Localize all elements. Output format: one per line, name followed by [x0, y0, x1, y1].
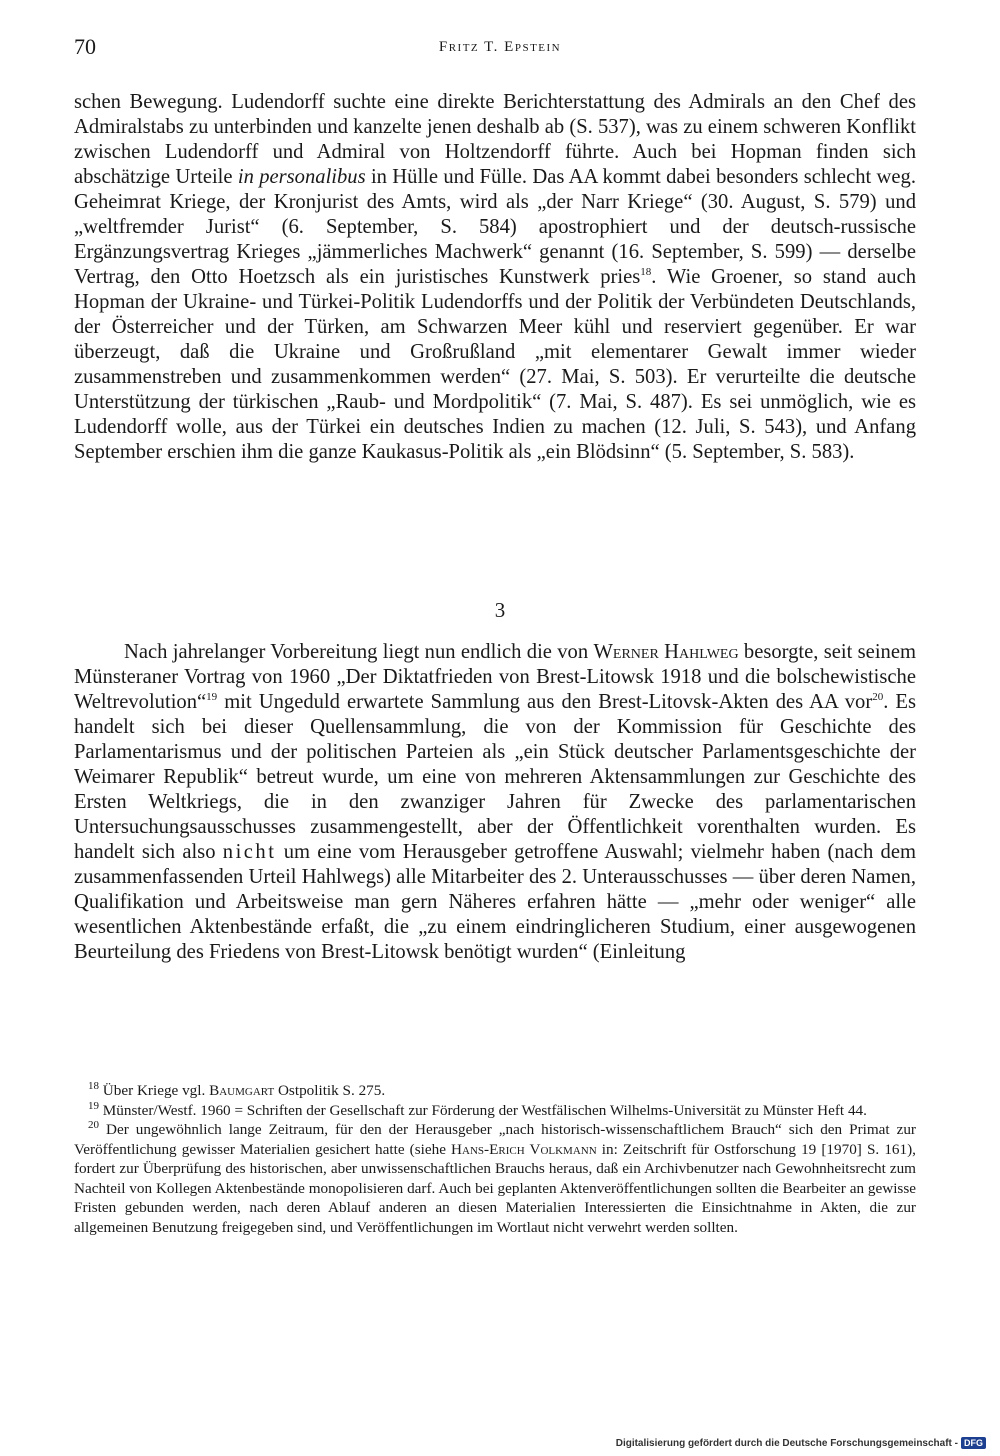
footnote-ref-19[interactable]: 19	[206, 691, 218, 704]
footnote-marker: 20	[88, 1118, 99, 1131]
footnotes	[74, 1081, 916, 1237]
text-run: . Wie Groener, so stand auch Hopman der Ukraine- und Türkei-Politik Ludendorffs und der Politik der Verbündeten Deutschlands, der Österreicher und der Türken, am Schwarzen Meer kühl und reserviert gegenüber. Er war überzeugt, daß die Ukraine und Großrußland „mit elementarer Gewalt immer wieder zusammenstreben und zusammenkommen werden“ (27. Mai, S. 503). Er verurteilte die deutsche Unterstützung der türkischen „Raub- und Mordpolitik“ (7. Mai, S. 487). Es sei unmöglich, wie es Ludendorff wolle, aus der Türkei ein deutsches Indien zu machen (12. Juli, S. 543), und Anfang September erschien ihm die ganze Kaukasus-Politik als „ein Blödsinn“ (5. September, S. 583).	[74, 266, 917, 463]
author-name: Baumgart	[209, 1082, 275, 1099]
text-run: mit Ungeduld erwartete Sammlung aus den Brest-Litovsk-Akten des AA vor	[217, 691, 873, 713]
footnote-20	[74, 1120, 916, 1237]
footnote-text: Münster/Westf. 1960 = Schriften der Gesellschaft zur Förderung der Westfälischen Wilhelms-Universität zu Münster Heft 44.	[99, 1101, 867, 1119]
credit-text: Digitalisierung gefördert durch die Deutsche Forschungsgemeinschaft -	[615, 1437, 958, 1449]
text-run: Nach jahrelanger Vorbereitung liegt nun endlich die von	[124, 641, 594, 663]
page-number: 70	[74, 34, 96, 59]
footnote-marker: 19	[88, 1099, 99, 1112]
text-run: besorgte, seit seinem Münsteraner Vortrag von 1960 „Der Diktatfrieden von Brest-Litowsk 1918 und die bolschewistische Weltrevolution“	[74, 641, 916, 713]
text-run: . Es handelt sich bei dieser Quellensammlung, die von der Kommission für Geschichte des Parlamentarismus und der politischen Parteien als „ein Stück deutscher Parlamentsgeschichte der Weimarer Republik“ betreut wurde, um eine von mehreren Aktensammlungen zur Geschichte des Ersten Weltkriegs, die in den zwanziger Jahren für Zwecke des parlamentarischen Untersuchungsausschusses zusammengestellt, aber der Öffentlichkeit vorenthalten wurden. Es handelt sich also	[74, 691, 916, 863]
emphasized-word: nicht	[222, 841, 277, 863]
footnote-18	[74, 1081, 916, 1101]
italic-phrase: in personalibus	[237, 166, 366, 188]
text-run: um eine vom Herausgeber getroffene Auswahl; vielmehr haben (nach dem zusammenfassenden Urteil Hahlwegs) alle Mitarbeiter des 2. Unterausschusses — über deren Namen, Qualifikation und Arbeitsweise man gern Näheres erfahren hätte — „mehr oder weniger“ alle wesentlichen Aktenbestände erfaßt, die „zu einem eindringlicheren Studium, einer ausgewogenen Beurteilung des Friedens von Brest-Litowsk benötigt wurden“ (Einleitung	[74, 841, 916, 963]
dfg-logo-icon: DFG	[961, 1437, 986, 1449]
section-number: 3	[494, 598, 506, 622]
digitization-credit	[616, 1437, 986, 1449]
footnote-19	[74, 1101, 916, 1121]
footnote-text: Ostpolitik S. 275.	[274, 1082, 386, 1099]
author-name: Hans-Erich Volkmann	[451, 1140, 597, 1158]
footnote-marker: 18	[88, 1079, 99, 1092]
text-run: in Hülle und Fülle. Das AA kommt dabei besonders schlecht weg. Geheimrat Kriege, der Kronjurist des Amts, wird als „der Narr Kriege“ (30. August, S. 579) und „weltfremder Jurist“ (6. September, S. 584) apostrophiert und der deutsch-russische Ergänzungsvertrag Krieges „jämmerliches Machwerk“ genannt (16. September, S. 599) — derselbe Vertrag, den Otto Hoetzsch als ein juristisches Kunstwerk pries	[74, 166, 917, 288]
footnote-text: in: Zeitschrift für Ostforschung 19 [1970] S. 161), fordert zur Überprüfung des historischen, aber unwissenschaftlichen Brauchs heraus, daß ein Archivbenutzer nach Gewohnheitsrecht zum Nachteil von Kollegen Aktenbestände monopolisieren darf. Auch bei geplanten Aktenveröffentlichungen sollten die Bearbeiter an gewisse Fristen gebunden werden, nach deren Ablauf anderen an diesen Materialien Interessierten die Einsichtnahme in Akten, die zur allgemeinen Benutzung freigegeben sind, und Veröffentlichungen im Wortlaut nicht verwehrt werden sollten.	[74, 1140, 916, 1236]
text-run: schen Bewegung. Ludendorff suchte eine direkte Berichterstattung des Admirals an den Chef des Admiralstabs zu unterbinden und kanzelte jenen deshalb ab (S. 537), was zu einem schweren Konflikt zwischen Ludendorff und Admiral von Holtzendorff führte. Auch bei Hopman finden sich abschätzige Urteile	[74, 91, 916, 188]
author-name: Werner Hahlweg	[593, 641, 739, 663]
footnote-ref-18[interactable]: 18	[640, 266, 652, 279]
running-head: Fritz T. Epstein	[438, 39, 562, 55]
body-paragraph-1	[74, 90, 916, 465]
body-paragraph-2	[74, 640, 916, 965]
footnote-text: Über Kriege vgl.	[99, 1082, 210, 1099]
footnote-text: Der ungewöhnlich lange Zeitraum, für den der Herausgeber „nach historisch-wissenschaftlichem Brauch“ sich den Primat zur Veröffentlichung gewisser Materialien gesichert hatte (siehe	[74, 1121, 916, 1158]
footnote-ref-20[interactable]: 20	[872, 691, 884, 704]
